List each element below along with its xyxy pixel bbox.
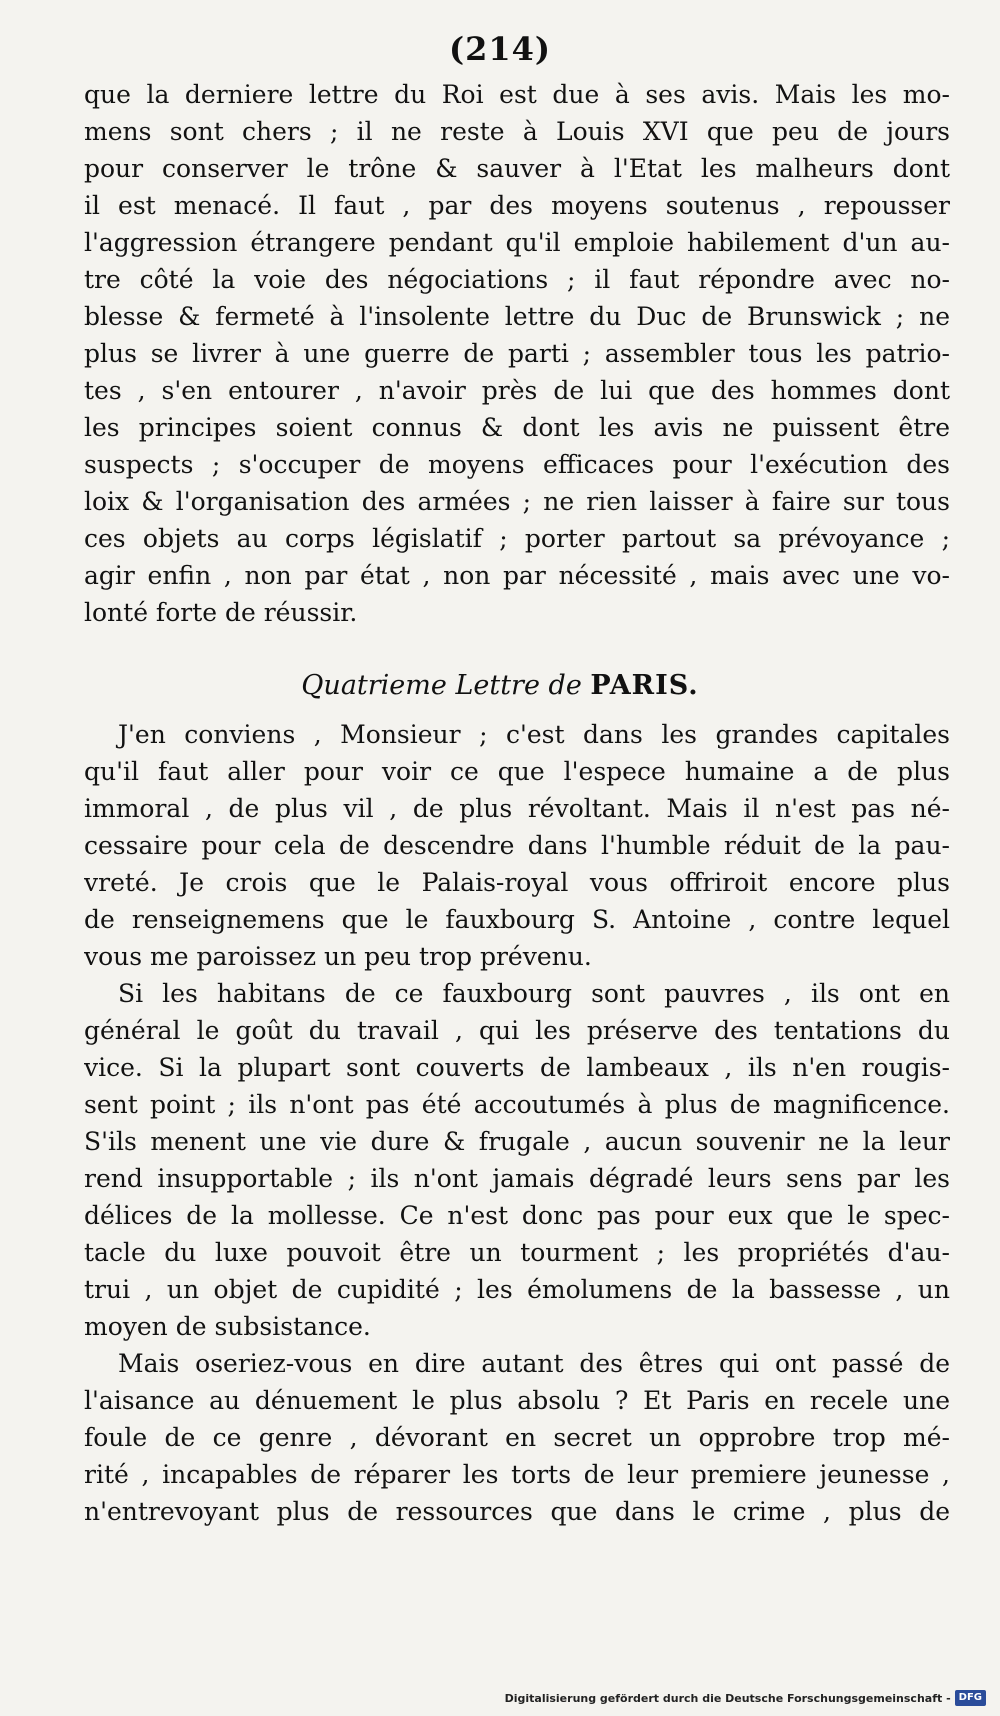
text-line: de renseignemens que le fauxbourg S. Antoine , contre lequel <box>84 905 950 934</box>
dfg-logo-icon: DFG <box>955 1690 986 1706</box>
text-line: cessaire pour cela de descendre dans l'humble réduit de la pau- <box>84 831 950 860</box>
text-line: mens sont chers ; il ne reste à Louis XVI que peu de jours <box>84 117 950 146</box>
text-line: vreté. Je crois que le Palais-royal vous offriroit encore plus <box>84 868 950 897</box>
paragraph-1 <box>84 76 950 631</box>
text-line: il est menacé. Il faut , par des moyens soutenus , repousser <box>84 191 950 220</box>
page-number: (214) <box>448 30 552 68</box>
text-line: agir enfin , non par état , non par nécessité , mais avec une vo- <box>84 561 950 590</box>
letter-heading-city: PARIS. <box>590 670 699 701</box>
text-line: moyen de subsistance. <box>84 1312 371 1341</box>
text-line: l'aggression étrangere pendant qu'il emploie habilement d'un au- <box>84 228 950 257</box>
text-line: S'ils menent une vie dure & frugale , aucun souvenir ne la leur <box>84 1127 950 1156</box>
text-line: rend insupportable ; ils n'ont jamais dégradé leurs sens par les <box>84 1164 950 1193</box>
text-line: tacle du luxe pouvoit être un tourment ; les propriétés d'au- <box>84 1238 950 1267</box>
digitization-credit-text: Digitalisierung gefördert durch die Deutsche Forschungsgemeinschaft - <box>504 1691 951 1705</box>
body-text-top <box>84 76 950 631</box>
body-text-bottom <box>84 716 950 1530</box>
paragraph-3 <box>84 975 950 1345</box>
text-line: Si les habitans de ce fauxbourg sont pauvres , ils ont en <box>118 979 950 1008</box>
text-line: vice. Si la plupart sont couverts de lambeaux , ils n'en rougis- <box>84 1053 950 1082</box>
text-line: lonté forte de réussir. <box>84 598 358 627</box>
text-line: blesse & fermeté à l'insolente lettre du Duc de Brunswick ; ne <box>84 302 950 331</box>
text-line: que la derniere lettre du Roi est due à ses avis. Mais les mo- <box>84 80 950 109</box>
text-line: délices de la mollesse. Ce n'est donc pas pour eux que le spec- <box>84 1201 950 1230</box>
text-line: tre côté la voie des négociations ; il faut répondre avec no- <box>84 265 950 294</box>
letter-heading <box>0 668 1000 708</box>
paragraph-2 <box>84 716 950 975</box>
text-line: ces objets au corps législatif ; porter partout sa prévoyance ; <box>84 524 950 553</box>
text-line: n'entrevoyant plus de ressources que dans le crime , plus de <box>84 1497 950 1526</box>
text-line: sent point ; ils n'ont pas été accoutumés à plus de magnificence. <box>84 1090 950 1119</box>
text-line: pour conserver le trône & sauver à l'Etat les malheurs dont <box>84 154 950 183</box>
text-line: plus se livrer à une guerre de parti ; assembler tous les patrio- <box>84 339 950 368</box>
text-line: suspects ; s'occuper de moyens efficaces pour l'exécution des <box>84 450 950 479</box>
text-line: J'en conviens , Monsieur ; c'est dans les grandes capitales <box>118 720 950 749</box>
text-line: Mais oseriez-vous en dire autant des êtres qui ont passé de <box>118 1349 950 1378</box>
text-line: loix & l'organisation des armées ; ne rien laisser à faire sur tous <box>84 487 950 516</box>
text-line: qu'il faut aller pour voir ce que l'espece humaine a de plus <box>84 757 950 786</box>
text-line: immoral , de plus vil , de plus révoltant. Mais il n'est pas né- <box>84 794 950 823</box>
text-line: tes , s'en entourer , n'avoir près de lui que des hommes dont <box>84 376 950 405</box>
text-line: les principes soient connus & dont les avis ne puissent être <box>84 413 950 442</box>
text-line: vous me paroissez un peu trop prévenu. <box>84 942 592 971</box>
paragraph-4 <box>84 1345 950 1530</box>
letter-heading-title: Quatrieme Lettre de <box>301 670 582 701</box>
text-line: général le goût du travail , qui les préserve des tentations du <box>84 1016 950 1045</box>
digitization-credit <box>505 1690 986 1706</box>
text-line: trui , un objet de cupidité ; les émolumens de la bassesse , un <box>84 1275 950 1304</box>
text-line: foule de ce genre , dévorant en secret un opprobre trop mé- <box>84 1423 950 1452</box>
text-line: rité , incapables de réparer les torts de leur premiere jeunesse , <box>84 1460 950 1489</box>
text-line: l'aisance au dénuement le plus absolu ? Et Paris en recele une <box>84 1386 950 1415</box>
